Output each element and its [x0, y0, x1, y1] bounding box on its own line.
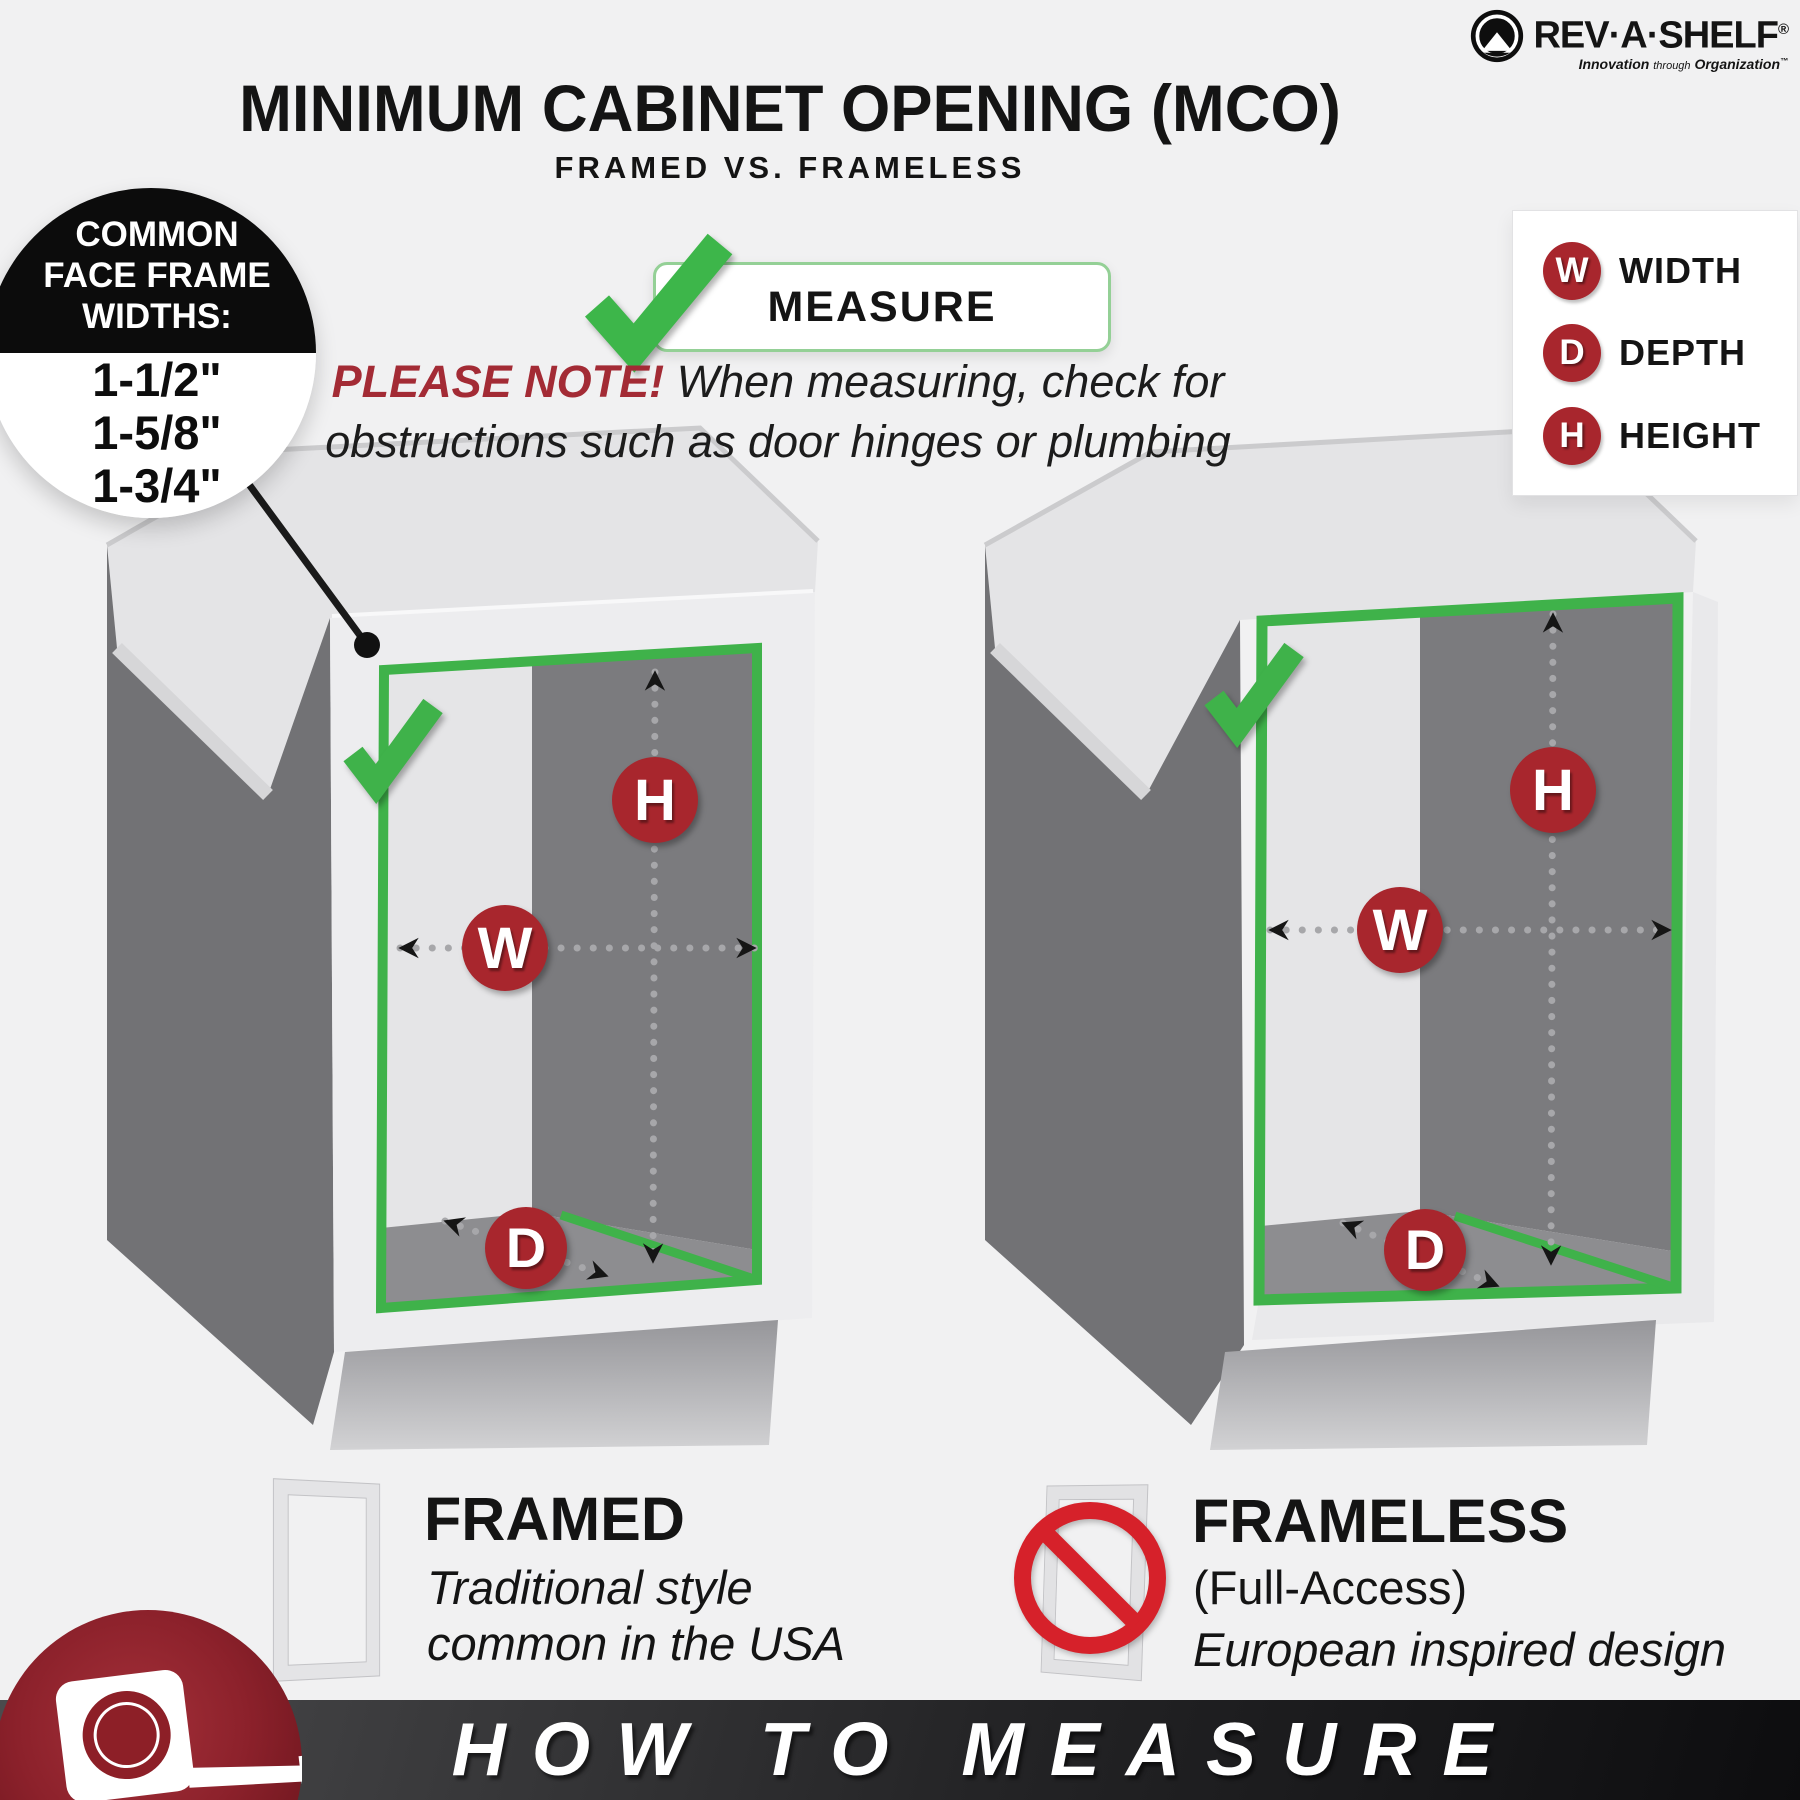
legend-row-height: H HEIGHT — [1543, 407, 1797, 465]
page-title: MINIMUM CABINET OPENING (MCO) — [239, 71, 1341, 145]
page-subtitle: FRAMED VS. FRAMELESS — [554, 150, 1026, 185]
measuring-note: PLEASE NOTE! When measuring, check for obstructions such as door hinges or plumbing — [325, 356, 1231, 467]
height-letter-icon: H — [1543, 407, 1601, 465]
tape-measure-icon — [0, 1610, 302, 1800]
legend-row-depth: D DEPTH — [1543, 324, 1797, 382]
rev-a-shelf-logo-icon — [1469, 8, 1525, 64]
legend-row-width: W WIDTH — [1543, 242, 1797, 300]
frameless-title: FRAMELESS — [1192, 1487, 1569, 1555]
svg-text:D: D — [505, 1216, 547, 1279]
frameless-cabinet-toe-kick — [1210, 1320, 1656, 1450]
brand-tagline: Innovation through Organization™ — [1578, 55, 1788, 72]
framed-description-line2: common in the USA — [427, 1617, 845, 1670]
svg-text:W: W — [1372, 898, 1428, 963]
dimension-legend — [1512, 210, 1798, 496]
frameless-cabinet-illustration — [985, 428, 1718, 1450]
banner-text: HOW TO MEASURE — [451, 1707, 1519, 1791]
framed-height-marker — [612, 757, 698, 843]
width-value: 1-5/8" — [92, 406, 222, 459]
measure-label: MEASURE — [767, 283, 997, 331]
frameless-subtitle: (Full-Access) — [1193, 1561, 1468, 1614]
face-frame-widths-callout — [0, 188, 316, 518]
callout-width-values — [0, 353, 322, 512]
frameless-cabinet-right-edge — [1678, 592, 1718, 1322]
framed-width-marker — [462, 905, 548, 991]
note-emphasis: PLEASE NOTE! — [331, 356, 665, 407]
brand-name: REV·A·SHELF® — [1533, 14, 1788, 57]
width-letter-icon: W — [1543, 242, 1601, 300]
callout-heading: COMMON FACE FRAME WIDTHS: — [43, 215, 271, 336]
svg-text:D: D — [1404, 1218, 1446, 1281]
width-value: 1-1/2" — [92, 353, 222, 406]
width-value: 1-3/4" — [92, 459, 222, 512]
frameless-height-marker — [1510, 747, 1596, 833]
rev-a-shelf-logo — [1469, 8, 1788, 72]
callout-pointer-dot — [354, 632, 380, 658]
svg-text:W: W — [477, 916, 533, 981]
framed-description-line1: Traditional style — [427, 1561, 753, 1614]
framed-cabinet-illustration — [107, 428, 818, 1450]
frameless-depth-marker — [1384, 1209, 1466, 1291]
framed-title: FRAMED — [424, 1485, 685, 1553]
frameless-description: European inspired design — [1193, 1623, 1727, 1676]
svg-text:H: H — [634, 768, 676, 833]
framed-depth-marker — [485, 1207, 567, 1289]
frameless-width-marker — [1357, 887, 1443, 973]
depth-letter-icon: D — [1543, 324, 1601, 382]
svg-text:H: H — [1532, 758, 1574, 823]
frameless-cabinet-interior-back — [1420, 600, 1678, 1252]
no-face-frame-icon — [1014, 1502, 1166, 1654]
